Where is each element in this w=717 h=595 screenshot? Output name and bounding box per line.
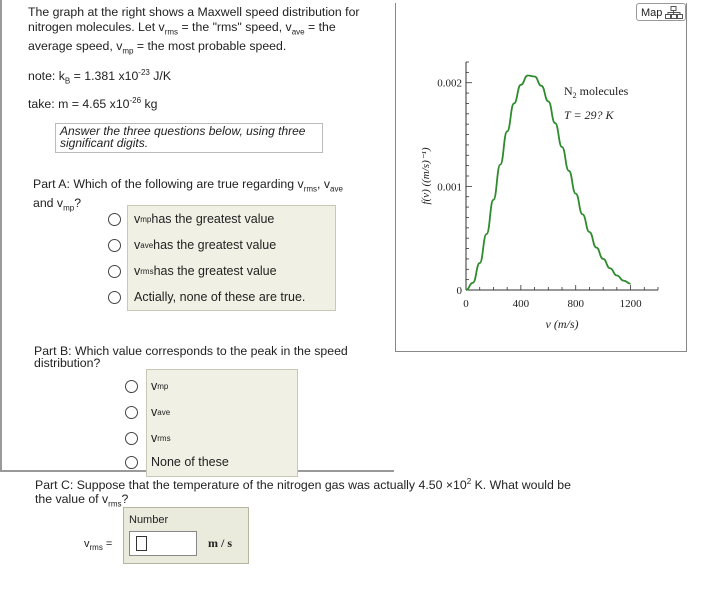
annotation-molecules: $N_2$ molecules bbox=[564, 84, 629, 100]
part-a-option-none[interactable]: Actially, none of these are true. bbox=[108, 284, 305, 310]
part-a-option-vmp[interactable]: v mp has the greatest value bbox=[108, 206, 305, 232]
radio-button[interactable] bbox=[125, 406, 138, 419]
x-tick-label: 400 bbox=[512, 298, 530, 310]
radio-button[interactable] bbox=[125, 432, 138, 445]
y-tick-label: 0 bbox=[456, 285, 462, 297]
instructions-note: Answer the three questions below, using three significant digits. bbox=[55, 123, 323, 153]
part-a-option-vrms[interactable]: v rms has the greatest value bbox=[108, 258, 305, 284]
constants: note: $k_B = 1.381$ $x10^{-23}$ J/K take: m = 4.65 $x10^{-26}$ kg bbox=[28, 68, 172, 111]
part-b-option-vave[interactable]: v ave bbox=[125, 399, 229, 425]
x-tick-label: 800 bbox=[567, 298, 584, 310]
radio-button[interactable] bbox=[125, 380, 138, 393]
maxwell-chart bbox=[396, 3, 686, 351]
number-answer-box bbox=[123, 507, 249, 564]
intro-text: The graph at the right shows a Maxwell speed distribution for nitrogen molecules. Let $v_{rms}$ = the "rms" speed, $v_{ave}$ = the average speed, $v_{mp}$ = the most probable speed. bbox=[28, 5, 360, 56]
part-b-question: Part B: Which value corresponds to the peak in the speed distribution? bbox=[34, 344, 348, 370]
vrms-label: $v_{rms}$ = bbox=[84, 538, 113, 553]
part-a-option-vave[interactable]: v ave has the greatest value bbox=[108, 232, 305, 258]
part-b-options bbox=[125, 373, 229, 473]
part-a-question: Part A: Which of the following are true regarding $v_{rms}$, $v_{ave}$ and $v_{mp}$? bbox=[33, 177, 343, 213]
graph-panel bbox=[395, 3, 687, 352]
map-button[interactable]: Map bbox=[636, 3, 686, 21]
radio-button[interactable] bbox=[125, 456, 138, 469]
part-c-question: Part C: Suppose that the temperature of the nitrogen gas was actually $4.50 \times 10^2$ K. What would be the value of $v_{rms}$? bbox=[35, 477, 571, 509]
y-tick-label: 0.001 bbox=[437, 181, 462, 194]
part-b-option-vrms[interactable]: v rms bbox=[125, 425, 229, 451]
radio-button[interactable] bbox=[108, 265, 121, 278]
text-cursor bbox=[136, 536, 147, 551]
radio-button[interactable] bbox=[108, 291, 121, 304]
x-tick-label: 0 bbox=[463, 298, 469, 310]
part-b-option-vmp[interactable]: v mp bbox=[125, 373, 229, 399]
x-tick-label: 1200 bbox=[619, 298, 642, 310]
number-label: Number bbox=[129, 514, 169, 526]
x-axis-label: v (m/s) bbox=[545, 317, 579, 331]
y-tick-label: 0.002 bbox=[437, 77, 462, 90]
vrms-number-input[interactable] bbox=[129, 531, 197, 556]
y-axis-label: f(v) ((m/s)⁻¹) bbox=[420, 147, 432, 205]
annotation-temperature: T = 29? K bbox=[564, 108, 614, 122]
unit-label: m / s bbox=[208, 536, 232, 550]
radio-button[interactable] bbox=[108, 239, 121, 252]
radio-button[interactable] bbox=[108, 213, 121, 226]
part-a-options bbox=[108, 206, 305, 310]
part-b-option-none[interactable]: None of these bbox=[125, 451, 229, 473]
